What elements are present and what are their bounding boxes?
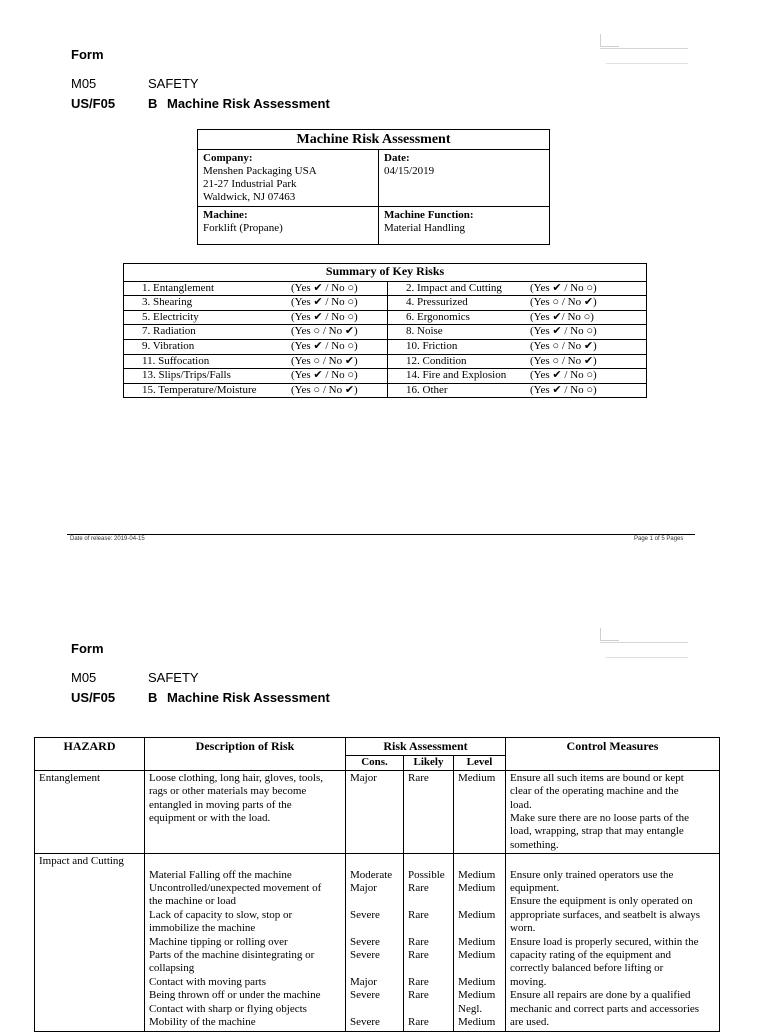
hazard-row [35, 770, 720, 853]
date-label: Date: [384, 152, 410, 164]
risk-name: 4. Pressurized [388, 296, 527, 311]
risk-row [124, 310, 647, 325]
form-letter: B [148, 96, 158, 111]
level-header: Level [454, 756, 506, 770]
hazard-likely-line: Rare [408, 882, 429, 895]
hazard-row [35, 854, 720, 1031]
company-line: Menshen Packaging USA [203, 165, 317, 177]
form-code-m05: M05 [71, 76, 97, 91]
hazard-desc-line: collapsing [149, 962, 195, 975]
hazard-controls-cell [506, 770, 720, 853]
hazard-desc-cell [145, 854, 346, 1031]
hazard-likely-line: Rare [408, 935, 429, 948]
risk-row [124, 354, 647, 369]
hazard-cons-line: Major [350, 975, 377, 988]
form-label: Form [71, 47, 104, 62]
page-number: Page 1 of 5 Pages [634, 536, 684, 542]
company-cell [198, 150, 379, 207]
hazard-level-line: Medium [458, 868, 496, 881]
machine-cell [198, 207, 379, 245]
risk-row [124, 325, 647, 340]
hazard-controls-line: load. [510, 798, 532, 811]
risk-answer: (Yes ✔ / No ○) [526, 369, 647, 384]
hazard-likely-cell [404, 770, 454, 853]
hazard-desc-line: immobilize the machine [149, 922, 256, 935]
risk-row [124, 383, 647, 398]
risk-answer: (Yes ✔/ No ○) [526, 310, 647, 325]
footer-divider [67, 534, 695, 535]
hazard-level-line [458, 962, 501, 975]
risk-answer: (Yes ✔ / No ○) [287, 339, 388, 354]
risk-name: 13. Slips/Trips/Falls [124, 369, 288, 384]
risk-row [124, 339, 647, 354]
hazard-likely-line: Rare [408, 908, 429, 921]
hazard-desc-line: Parts of the machine disintegrating or [149, 949, 315, 962]
hazard-desc-line [149, 855, 341, 868]
hazard-cons-line: Major [350, 771, 377, 784]
hazard-controls-line: Ensure the equipment is only operated on [510, 895, 693, 908]
key-risks-table [123, 263, 647, 398]
hazard-cons-line: Severe [350, 989, 380, 1002]
risk-answer: (Yes ✔ / No ○) [526, 383, 647, 398]
hazard-level-line: Medium [458, 908, 496, 921]
hazard-desc-line: Contact with sharp or flying objects [149, 1002, 307, 1015]
hazard-controls-line [510, 855, 715, 868]
hazard-likely-line: Rare [408, 989, 429, 1002]
date-cell [379, 150, 550, 207]
risk-answer: (Yes ✔ / No ○) [287, 310, 388, 325]
function-label: Machine Function: [384, 209, 474, 221]
hazard-level-line [458, 922, 501, 935]
risk-name: 7. Radiation [124, 325, 288, 340]
hazard-controls-line: moving. [510, 975, 547, 988]
form-label: Form [71, 641, 104, 656]
hazard-cons-line: Severe [350, 1016, 380, 1029]
hazard-desc-line: entangled in moving parts of the [149, 798, 292, 811]
company-logo [600, 34, 688, 64]
risk-answer: (Yes ○ / No ✔) [526, 354, 647, 369]
risk-name: 5. Electricity [124, 310, 288, 325]
hazard-desc-line: Machine tipping or rolling over [149, 935, 288, 948]
hazard-desc-line: Contact with moving parts [149, 975, 267, 988]
hazard-level-line: Medium [458, 975, 496, 988]
hazard-level-line: Medium [458, 935, 496, 948]
hazard-cons-line: Severe [350, 949, 380, 962]
risk-name: 6. Ergonomics [388, 310, 527, 325]
hazard-likely-line [408, 855, 449, 868]
function-value: Material Handling [384, 222, 465, 234]
hazard-table [34, 737, 720, 1032]
risk-answer: (Yes ✔ / No ○) [287, 369, 388, 384]
hazard-level-line: Medium [458, 1016, 496, 1029]
hazard-controls-line: equipment. [510, 882, 560, 895]
risk-answer: (Yes ✔ / No ○) [287, 281, 388, 296]
hazard-controls-line: are used. [510, 1016, 550, 1029]
assessment-title: Machine Risk Assessment [198, 130, 550, 150]
hazard-desc-line: Material Falling off the machine [149, 868, 292, 881]
risk-name: 3. Shearing [124, 296, 288, 311]
hazard-level-line: Medium [458, 771, 496, 784]
hazard-likely-line: Possible [408, 868, 445, 881]
hazard-desc-line: Uncontrolled/unexpected movement of [149, 882, 322, 895]
date-value: 04/15/2019 [384, 165, 435, 177]
hazard-controls-line: something. [510, 838, 559, 851]
hazard-cons-line: Severe [350, 935, 380, 948]
control-measures-header: Control Measures [506, 738, 720, 771]
hazard-desc-line: the machine or load [149, 895, 237, 908]
hazard-desc-line: equipment or with the load. [149, 812, 271, 825]
risk-answer: (Yes ✔ / No ○) [287, 296, 388, 311]
risk-answer: (Yes ○ / No ✔) [526, 296, 647, 311]
release-date: Date of release: 2019-04-15 [70, 536, 145, 542]
company-line: 21-27 Industrial Park [203, 178, 297, 190]
likely-header: Likely [404, 756, 454, 770]
form-code-usf05: US/F05 [71, 690, 116, 705]
hazard-level-line [458, 855, 501, 868]
hazard-level-line: Medium [458, 949, 496, 962]
hazard-level-line: Negl. [458, 1002, 483, 1015]
machine-value: Forklift (Propane) [203, 222, 283, 234]
hazard-likely-line [408, 962, 449, 975]
hazard-desc-line: Being thrown off or under the machine [149, 989, 321, 1002]
risk-row [124, 369, 647, 384]
hazard-likely-line: Rare [408, 949, 429, 962]
risk-name: 11. Suffocation [124, 354, 288, 369]
machine-label: Machine: [203, 209, 248, 221]
hazard-cons-line [350, 922, 399, 935]
company-logo [600, 628, 688, 658]
hazard-name: Entanglement [35, 770, 145, 853]
hazard-controls-line: capacity rating of the equipment and [510, 949, 671, 962]
risk-name: 2. Impact and Cutting [388, 281, 527, 296]
hazard-name: Impact and Cutting [35, 854, 145, 1031]
description-header: Description of Risk [145, 738, 346, 771]
machine-info-table [197, 129, 550, 245]
risk-name: 1. Entanglement [124, 281, 288, 296]
risk-answer: (Yes ✔ / No ○) [526, 281, 647, 296]
hazard-desc-cell [145, 770, 346, 853]
hazard-likely-line: Rare [408, 975, 429, 988]
hazard-desc-line: Loose clothing, long hair, gloves, tools, [149, 771, 324, 784]
hazard-controls-line: Ensure all such items are bound or kept [510, 771, 684, 784]
hazard-cons-line [350, 962, 399, 975]
department-label: SAFETY [148, 670, 199, 685]
risk-row [124, 296, 647, 311]
hazard-likely-line [408, 895, 449, 908]
hazard-controls-line: Ensure all repairs are done by a qualified [510, 989, 691, 1002]
hazard-cons-line [350, 1003, 399, 1016]
hazard-controls-line: clear of the operating machine and the [510, 785, 679, 798]
hazard-controls-line: Ensure load is properly secured, within the [510, 935, 699, 948]
function-cell [379, 207, 550, 245]
hazard-header: HAZARD [35, 738, 145, 771]
hazard-cons-cell [346, 770, 404, 853]
hazard-desc-line: rags or other materials may become [149, 785, 307, 798]
risk-row [124, 281, 647, 296]
form-title: Machine Risk Assessment [167, 96, 330, 111]
hazard-cons-line: Major [350, 882, 377, 895]
hazard-controls-line: Ensure only trained operators use the [510, 868, 674, 881]
form-title: Machine Risk Assessment [167, 690, 330, 705]
hazard-level-cell [454, 854, 506, 1031]
hazard-cons-line: Moderate [350, 868, 393, 881]
hazard-level-line: Medium [458, 989, 496, 1002]
hazard-likely-cell [404, 854, 454, 1031]
risk-name: 8. Noise [388, 325, 527, 340]
risk-answer: (Yes ✔ / No ○) [526, 325, 647, 340]
department-label: SAFETY [148, 76, 199, 91]
cons-header: Cons. [346, 756, 404, 770]
risk-name: 16. Other [388, 383, 527, 398]
hazard-cons-line [350, 895, 399, 908]
hazard-likely-line [408, 1003, 449, 1016]
risk-name: 9. Vibration [124, 339, 288, 354]
hazard-likely-line: Rare [408, 1016, 429, 1029]
hazard-controls-line: Make sure there are no loose parts of the [510, 812, 689, 825]
hazard-cons-cell [346, 854, 404, 1031]
hazard-likely-line: Rare [408, 771, 429, 784]
risk-name: 10. Friction [388, 339, 527, 354]
hazard-level-line: Medium [458, 882, 496, 895]
risk-answer: (Yes ○ / No ✔) [287, 325, 388, 340]
form-letter: B [148, 690, 158, 705]
hazard-level-cell [454, 770, 506, 853]
hazard-controls-line: mechanic and correct parts and accessories [510, 1002, 700, 1015]
hazard-desc-line: Mobility of the machine [149, 1016, 256, 1029]
hazard-controls-line: load, wrapping, strap that may entangle [510, 825, 684, 838]
risk-answer: (Yes ○ / No ✔) [526, 339, 647, 354]
risk-name: 14. Fire and Explosion [388, 369, 527, 384]
risk-answer: (Yes ○ / No ✔) [287, 383, 388, 398]
risk-assessment-header: Risk Assessment [346, 738, 506, 756]
hazard-controls-line: appropriate surfaces, and seatbelt is always [510, 908, 700, 921]
form-code-m05: M05 [71, 670, 97, 685]
hazard-controls-cell [506, 854, 720, 1031]
hazard-controls-line: correctly balanced before lifting or [510, 962, 664, 975]
risk-answer: (Yes ○ / No ✔) [287, 354, 388, 369]
hazard-cons-line [350, 855, 399, 868]
form-code-usf05: US/F05 [71, 96, 116, 111]
hazard-controls-line: worn. [510, 922, 536, 935]
hazard-cons-line: Severe [350, 908, 380, 921]
key-risks-title: Summary of Key Risks [124, 264, 647, 282]
hazard-desc-line: Lack of capacity to slow, stop or [149, 908, 293, 921]
hazard-likely-line [408, 922, 449, 935]
company-line: Waldwick, NJ 07463 [203, 191, 296, 203]
hazard-level-line [458, 895, 501, 908]
risk-name: 15. Temperature/Moisture [124, 383, 288, 398]
risk-name: 12. Condition [388, 354, 527, 369]
company-label: Company: [203, 152, 253, 164]
